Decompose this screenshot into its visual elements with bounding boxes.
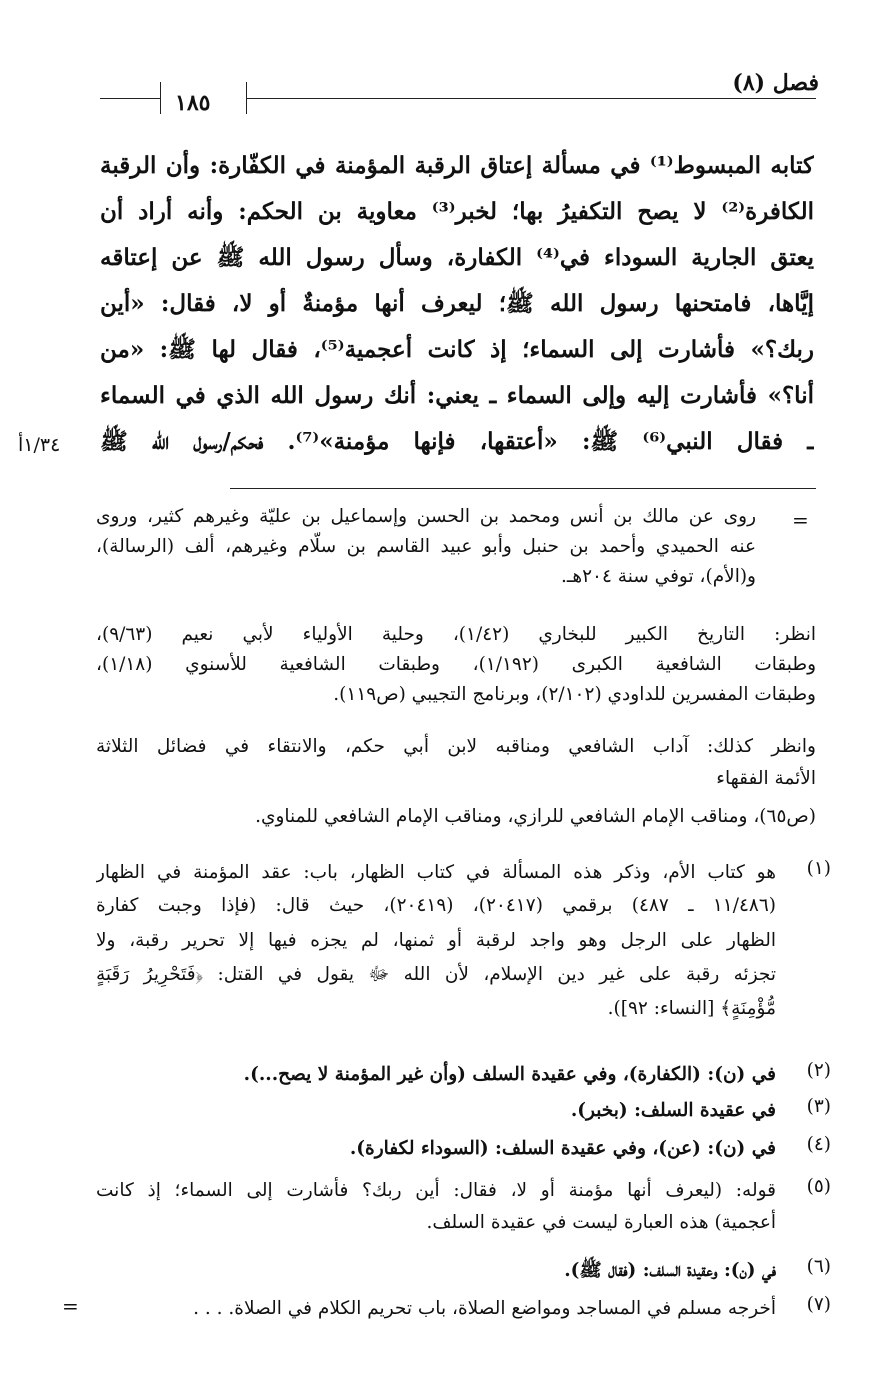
footnote-line: مُّؤْمِنَةٍ﴾ [النساء: ٩٢]). bbox=[607, 998, 776, 1019]
page-number: ١٨٥ bbox=[175, 90, 211, 116]
manuscript-folio-note: ١/٣٤أ bbox=[18, 434, 61, 456]
continuation-mark-top: = bbox=[792, 508, 809, 532]
footnote-line: انظر: التاريخ الكبير للبخاري (١/٤٢)، وحلية الأولياء لأبي نعيم (٩/٦٣)، bbox=[96, 624, 816, 645]
note-7 bbox=[126, 1294, 776, 1324]
note-marker: (٣) bbox=[806, 1096, 831, 1117]
footnote-line: عنه الحميدي وأحمد بن حنبل وأبو عبيد القاسم بن سلّام وغيرهم، ألف (الرسالة)، bbox=[96, 536, 756, 557]
footnote-line: روى عن مالك بن أنس ومحمد بن الحسن وإسماعيل بن عليّة وغيرهم كثير، وروى bbox=[96, 506, 756, 527]
note-marker: (٥) bbox=[806, 1176, 831, 1197]
footnote-line: أعجمية) هذه العبارة ليست في عقيدة السلف. bbox=[426, 1212, 776, 1233]
footnote-line: (١١/٤٨٦ ـ ٤٨٧) برقمي (٢٠٤١٧)، (٢٠٤١٩)، حيث قال: (فإذا وجبت كفارة bbox=[96, 895, 776, 916]
footnote-line: قوله: (ليعرف أنها مؤمنة أو لا، فقال: أين ربك؟ فأشارت إلى السماء؛ إذ كانت bbox=[96, 1180, 776, 1201]
footnote-line: وانظر كذلك: آداب الشافعي ومناقبه لابن أبي حكم، والانتقاء في فضائل الثلاثة bbox=[96, 736, 816, 757]
footnote-line: في (ن): وعقيدة السلف: (فقال ﷺ). bbox=[564, 1260, 776, 1281]
note-4 bbox=[96, 1134, 776, 1164]
footnote-line: تجزئه رقبة على غير دين الإسلام، لأن الله ﷻ يقول في القتل: ﴿فَتَحْرِيرُ رَقَبَةٍ bbox=[96, 964, 776, 985]
main-line: أنا؟» فأشارت إليه وإلى السماء ـ يعني: أنك رسول الله الذي في السماء bbox=[100, 382, 814, 409]
note-1 bbox=[96, 858, 776, 1026]
chapter-title: فصل (٨) bbox=[732, 70, 819, 96]
main-line: كتابه المبسوط⁽¹⁾ في مسألة إعتاق الرقبة المؤمنة في الكفّارة: وأن الرقبة bbox=[100, 152, 814, 179]
footnote-refs bbox=[96, 620, 816, 710]
main-line: ربك؟» فأشارت إلى السماء؛ إذ كانت أعجمية⁽⁵⁾، فقال لها ﷺ: «من bbox=[100, 336, 814, 363]
header-tick-left bbox=[160, 82, 161, 114]
main-line: يعتق الجارية السوداء في⁽⁴⁾ الكفارة، وسأل رسول الله ﷺ عن إعتاقه bbox=[100, 244, 814, 271]
header-rule-right bbox=[246, 98, 816, 99]
footnote-line: الظهار على الرجل وهو واجد لرقبة أو ثمنها، لم يجزه فيها إلا تحرير رقبة، ولا bbox=[96, 930, 776, 951]
footnote-bio bbox=[96, 502, 756, 592]
footnote-line: في عقيدة السلف: (بخبر). bbox=[570, 1100, 776, 1121]
note-marker: (٤) bbox=[806, 1134, 831, 1155]
footnote-line: هو كتاب الأم، وذكر هذه المسألة في كتاب الظهار، باب: عقد المؤمنة في الظهار bbox=[96, 862, 776, 883]
note-5 bbox=[96, 1176, 776, 1240]
note-3 bbox=[96, 1096, 776, 1126]
footnote-line: في (ن): (عن)، وفي عقيدة السلف: (السوداء لكفارة). bbox=[349, 1138, 776, 1159]
main-line: إيَّاها، فامتحنها رسول الله ﷺ؛ ليعرف أنها مؤمنةٌ أو لا، فقال: «أين bbox=[100, 290, 814, 317]
continuation-mark-bottom: = bbox=[62, 1294, 79, 1318]
note-2 bbox=[96, 1060, 776, 1090]
footnote-separator bbox=[230, 488, 816, 489]
note-marker: (٦) bbox=[806, 1256, 831, 1277]
note-marker: (١) bbox=[806, 858, 831, 879]
main-line: ـ فقال النبي⁽⁶⁾ ﷺ: «أعتقها، فإنها مؤمنة»⁽⁷⁾. فحكم/رسول الله ﷺ bbox=[100, 428, 814, 455]
note-6 bbox=[96, 1256, 776, 1286]
main-line: الكافرة⁽²⁾ لا يصح التكفيرُ بها؛ لخبر⁽³⁾ معاوية بن الحكم: وأنه أراد أن bbox=[100, 198, 814, 225]
footnote-line: وطبقات المفسرين للداودي (٢/١٠٢)، وبرنامج التجيبي (ص١١٩). bbox=[333, 684, 816, 705]
note-marker: (٢) bbox=[806, 1060, 831, 1081]
footnote-line: أخرجه مسلم في المساجد ومواضع الصلاة، باب تحريم الكلام في الصلاة. . . . bbox=[193, 1298, 776, 1319]
footnote-also bbox=[96, 732, 816, 832]
footnote-line: (ص٦٥)، ومناقب الإمام الشافعي للرازي، ومناقب الإمام الشافعي للمناوي. bbox=[255, 806, 816, 827]
header-rule-left bbox=[100, 98, 160, 99]
footnote-line: وطبقات الشافعية الكبرى (١/١٩٢)، وطبقات الشافعية للأسنوي (١/١٨)، bbox=[96, 654, 816, 675]
main-text bbox=[100, 143, 814, 465]
footnote-line: الأئمة الفقهاء bbox=[716, 768, 816, 789]
footnote-line: في (ن): (الكفارة)، وفي عقيدة السلف (وأن غير المؤمنة لا يصح...). bbox=[243, 1064, 776, 1085]
footnote-line: و(الأم)، توفي سنة ٢٠٤هـ. bbox=[561, 566, 756, 587]
note-marker: (٧) bbox=[806, 1294, 831, 1315]
